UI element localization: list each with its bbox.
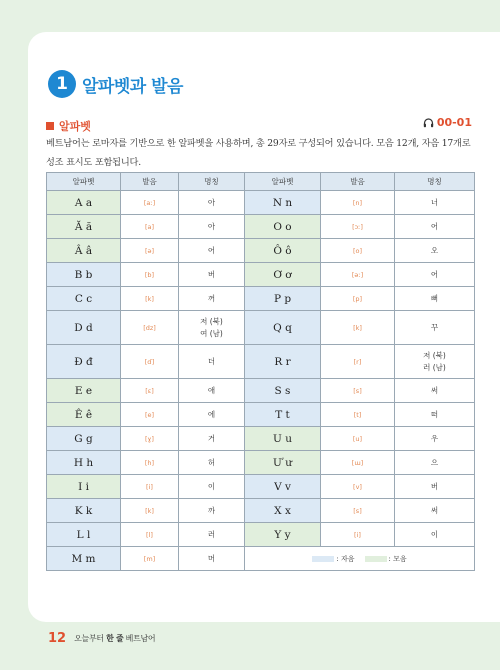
alphabet-letter: R r [245,345,321,379]
pronunciation: [l] [121,523,179,547]
table-row [47,287,475,311]
alphabet-letter: Ă ă [47,215,121,239]
pronunciation: [k] [121,499,179,523]
header-name: 명칭 [395,173,475,191]
table-row [47,523,475,547]
consonant-swatch [312,556,334,562]
letter-name: 버 [395,475,475,499]
letter-name: 거 [179,427,245,451]
pronunciation: [b] [121,263,179,287]
book-title [74,633,155,644]
header-pronunciation: 발음 [321,173,395,191]
table-row [47,215,475,239]
alphabet-letter: H h [47,451,121,475]
letter-name: 어 [179,239,245,263]
alphabet-letter: Q q [245,311,321,345]
alphabet-letter: Ê ê [47,403,121,427]
chapter-number-badge: 1 [48,70,76,98]
book-title-prefix: 오늘부터 [74,634,107,643]
alphabet-letter: D d [47,311,121,345]
letter-name: 어 [395,263,475,287]
letter-name: 아 [179,191,245,215]
pronunciation: [m] [121,547,179,571]
letter-name: 에 [179,403,245,427]
alphabet-letter: M m [47,547,121,571]
pronunciation: [s] [321,379,395,403]
alphabet-letter: K k [47,499,121,523]
table-row [47,191,475,215]
letter-name-north: 저 (북) [423,350,446,360]
pronunciation: [k] [321,311,395,345]
pronunciation: [h] [121,451,179,475]
legend-consonant: : 자음 [336,554,355,563]
alphabet-letter: Ơ ơ [245,263,321,287]
table-row [47,403,475,427]
letter-name: 버 [179,263,245,287]
alphabet-letter: Ư ư [245,451,321,475]
letter-name: 오 [395,239,475,263]
pronunciation: [k] [121,287,179,311]
table-row [47,451,475,475]
alphabet-letter: Â â [47,239,121,263]
pronunciation: [aː] [121,191,179,215]
letter-name: 으 [395,451,475,475]
letter-name: 까 [179,499,245,523]
table-row [47,475,475,499]
table-row [47,311,475,345]
legend [245,547,475,571]
letter-name-north: 저 (북) [200,316,223,326]
alphabet-letter: L l [47,523,121,547]
alphabet-letter: O o [245,215,321,239]
letter-name: 꾸 [395,311,475,345]
alphabet-letter: B b [47,263,121,287]
letter-name: 허 [179,451,245,475]
letter-name-south: 여 (남) [200,328,223,338]
pronunciation: [ɣ] [121,427,179,451]
page-number: 12 [48,631,67,646]
letter-name: 머 [179,547,245,571]
pronunciation: [u] [321,427,395,451]
vowel-swatch [365,556,387,562]
alphabet-letter: E e [47,379,121,403]
intro-paragraph: 베트남어는 로마자를 기반으로 한 알파벳을 사용하며, 총 29자로 구성되어 있습니다. 모음 12개, 자음 17개로 성조 표시도 포함됩니다. [46,138,471,168]
pronunciation: [a] [121,215,179,239]
letter-name: 애 [179,379,245,403]
table-header-row [47,173,475,191]
alphabet-letter: T t [245,403,321,427]
alphabet-letter: X x [245,499,321,523]
alphabet-letter: P p [245,287,321,311]
pronunciation: [o] [321,239,395,263]
letter-name: 아 [179,215,245,239]
alphabet-letter: V v [245,475,321,499]
alphabet-letter: A a [47,191,121,215]
alphabet-letter: Y y [245,523,321,547]
letter-name-south: 러 (남) [423,362,446,372]
alphabet-letter: G g [47,427,121,451]
headphones-icon [423,118,434,128]
letter-name: 우 [395,427,475,451]
pronunciation: [t] [321,403,395,427]
chapter-heading [48,68,183,100]
pronunciation: [ə] [121,239,179,263]
letter-name: 러 [179,523,245,547]
letter-name: 이 [395,523,475,547]
letter-name: 꺼 [179,287,245,311]
pronunciation: [ɗ] [121,345,179,379]
section-title: 알파벳 [59,120,91,133]
alphabet-table [46,172,475,571]
pronunciation: [p] [321,287,395,311]
alphabet-letter: I i [47,475,121,499]
pronunciation: [ɛ] [121,379,179,403]
section-heading [46,118,91,134]
letter-name: 더 [179,345,245,379]
alphabet-letter: S s [245,379,321,403]
pronunciation: [e] [121,403,179,427]
header-alphabet: 알파벳 [47,173,121,191]
letter-name: 써 [395,499,475,523]
letter-name: 뻐 [395,287,475,311]
table-row [47,499,475,523]
pronunciation: [ɯ] [321,451,395,475]
pronunciation: [s] [321,499,395,523]
page-footer [48,631,155,646]
pronunciation: [n] [321,191,395,215]
alphabet-letter: U u [245,427,321,451]
letter-name: 너 [395,191,475,215]
alphabet-letter: C c [47,287,121,311]
chapter-title: 알파벳과 발음 [82,76,183,97]
letter-name: 어 [395,215,475,239]
header-pronunciation: 발음 [121,173,179,191]
book-title-bold: 한 줄 [106,634,124,643]
table-row [47,345,475,379]
pronunciation: [i] [321,523,395,547]
table-row [47,547,475,571]
letter-name [395,345,475,379]
table-row [47,427,475,451]
legend-vowel: : 모음 [388,554,407,563]
letter-name: 이 [179,475,245,499]
track-number: 00-01 [436,116,472,129]
section-bullet-icon [46,122,54,130]
pronunciation: [r] [321,345,395,379]
audio-track[interactable] [423,116,472,129]
table-row [47,239,475,263]
table-row [47,263,475,287]
pronunciation: [v] [321,475,395,499]
book-title-suffix: 베트남어 [123,634,156,643]
pronunciation: [ɔː] [321,215,395,239]
pronunciation: [əː] [321,263,395,287]
alphabet-letter: Đ đ [47,345,121,379]
letter-name: 써 [395,379,475,403]
letter-name: 떠 [395,403,475,427]
table-row [47,379,475,403]
pronunciation: [i] [121,475,179,499]
header-name: 명칭 [179,173,245,191]
letter-name [179,311,245,345]
header-alphabet: 알파벳 [245,173,321,191]
pronunciation: [dz] [121,311,179,345]
alphabet-letter: N n [245,191,321,215]
alphabet-letter: Ô ô [245,239,321,263]
